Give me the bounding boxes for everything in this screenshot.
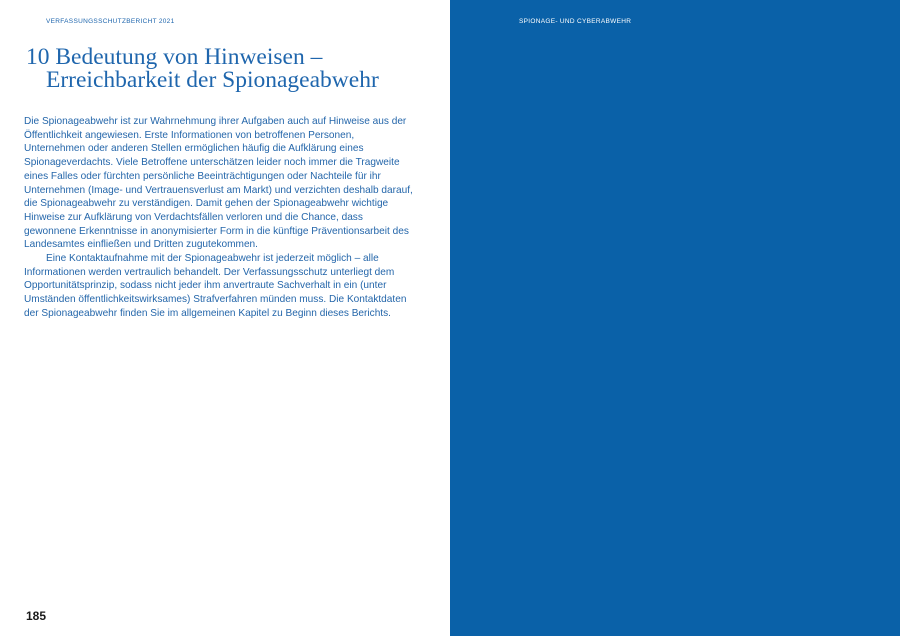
paragraph: Die Spionageabwehr ist zur Wahrnehmung ihrer Aufgaben auch auf Hinweise aus der Öffentlichkeit angewiesen. Erste Informationen von betroffenen Personen, Unternehmen oder anderen Stellen ermöglichen häufig die Aufklärung eines Spionageverdachts. Viele Betroffene unterschätzen leider noch immer die Tragweite eines Falles oder fürchten persönliche Beeinträchtigungen oder Nachteile für ihr Unternehmen (Image- und Vertrauensverlust am Markt) und verzichten deshalb darauf, die Spionageabwehr zu verständigen. Damit gehen der Spionageabwehr wichtige Hinweise zur Aufklärung von Verdachtsfällen verloren und die Chance, dass gewonnene Erkenntnisse in anonymisierter Form in die künftige Präventionsarbeit des Landesamtes einfließen und Dritten zugutekommen. <box>24 116 413 251</box>
right-page <box>450 0 900 636</box>
running-head-right: SPIONAGE- UND CYBERABWEHR <box>519 18 632 25</box>
running-head: VERFASSUNGSSCHUTZBERICHT 2021 <box>46 18 175 25</box>
page-number: 185 <box>26 609 47 623</box>
paragraph: Eine Kontaktaufnahme mit der Spionageabwehr ist jederzeit möglich – alle Informationen werden vertraulich behandelt. Der Verfassungsschutz unterliegt dem Opportunitätsprinzip, sodass nicht jeder ihm anvertraute Sachverhalt in ein (unter Umständen öffentlichkeitswirksames) Strafverfahren münden muss. Die Kontaktdaten der Spionageabwehr finden Sie im allgemeinen Kapitel zu Beginn dieses Berichts. <box>24 253 407 319</box>
chapter-title-line2: Erreichbarkeit der Spionageabwehr <box>46 67 379 93</box>
chapter-title-line1: 10 Bedeutung von Hinweisen – <box>26 44 323 70</box>
chapter-title <box>26 46 426 92</box>
body-text <box>24 115 414 321</box>
